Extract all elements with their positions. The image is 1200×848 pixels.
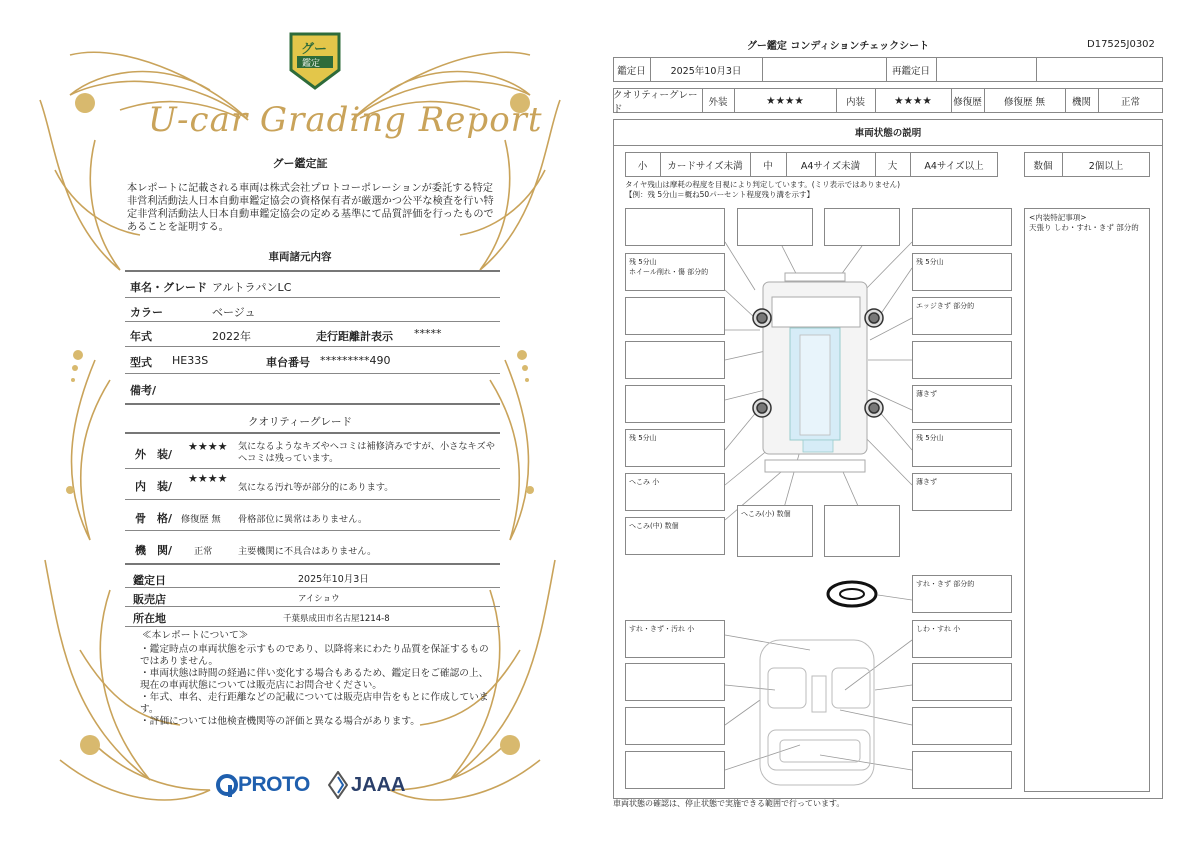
dealer-value: アイショウ — [298, 594, 340, 604]
damage-box — [912, 208, 1012, 246]
proto-logo-icon — [216, 773, 238, 797]
engine-label: 機関 — [1071, 96, 1091, 108]
frame-value: 修復歴 無 — [181, 514, 221, 525]
proto-logo-text: PROTO — [238, 773, 310, 796]
divider — [125, 530, 500, 531]
size-small-value: カードサイズ未満 — [667, 160, 743, 172]
condition-heading: 車両状態の説明 — [854, 128, 922, 139]
damage-box — [912, 707, 1012, 745]
mileage-label: 走行距離計表示 — [316, 330, 393, 343]
damage-box — [625, 385, 725, 423]
engine-label: 機 関/ — [135, 544, 173, 557]
sheet-title: グー鑑定 コンディションチェックシート — [746, 41, 930, 52]
reappraisal-label: 再鑑定日 — [891, 65, 930, 77]
certification-text: 本レポートに記載される車両は株式会社プロトコーポレーションが委託する特定非営利活動法人日本自動車鑑定協会の資格保有者が厳選かつ公平な検査を行い特定非営利活動法人日本自動車鑑定協会の定める基準にて品質評価を行ったものであることを証明する。 — [127, 183, 494, 233]
goo-appraisal-badge — [287, 30, 343, 92]
divider — [125, 499, 500, 500]
exterior-stars: ★★★★ — [766, 94, 804, 107]
exterior-label: 外装 — [708, 96, 728, 108]
proto-logo — [216, 772, 310, 798]
damage-box-front-left-tire: 残 5分山 ホイール削れ・傷 部分的 — [625, 253, 725, 291]
divider — [125, 321, 500, 322]
appraisal-date-label: 鑑定日 — [133, 574, 166, 587]
engine-value: 正常 — [1120, 96, 1140, 108]
interior-notes-text: 天張り しわ・すれ・きず 部分的 — [1029, 223, 1139, 232]
interior-stars: ★★★★ — [188, 472, 228, 485]
specs-heading: 車両諸元内容 — [268, 251, 332, 263]
divider — [125, 563, 500, 565]
count-label: 数個 — [1033, 160, 1053, 172]
interior-notes-heading: <内装特記事項> — [1029, 213, 1087, 222]
divider — [125, 626, 500, 627]
quality-label: クオリティーグレード — [613, 89, 698, 115]
damage-box-left-quarter: へこみ 小 — [625, 473, 725, 511]
about-heading: ≪本レポートについて≫ — [142, 630, 249, 641]
car-name-label: 車名・グレード — [130, 281, 207, 294]
damage-box-rear-left: へこみ(中) 数個 — [625, 517, 725, 555]
exterior-stars: ★★★★ — [188, 440, 228, 453]
remarks-label: 備考/ — [130, 384, 157, 397]
damage-box — [625, 341, 725, 379]
interior-stars: ★★★★ — [894, 94, 932, 107]
size-large-label: 大 — [887, 160, 898, 172]
year-label: 年式 — [130, 330, 152, 343]
damage-box — [625, 751, 725, 789]
divider — [125, 403, 500, 405]
steering-wheel-icon — [828, 582, 876, 606]
about-item: ・年式、車名、走行距離などの記載については販売店申告をもとに作成しています。 — [140, 692, 489, 715]
size-mid-value: A4サイズ未満 — [800, 160, 861, 172]
damage-box-rear: へこみ(小) 数個 — [737, 505, 813, 557]
size-small-label: 小 — [637, 160, 648, 172]
jaaa-logo-text: JAAA — [351, 773, 406, 796]
divider — [125, 346, 500, 347]
frame-label: 骨 格/ — [135, 512, 173, 525]
model-label: 型式 — [130, 356, 152, 369]
interior-label: 内 装/ — [135, 480, 173, 493]
badge-text-top: グー — [301, 42, 328, 57]
divider — [125, 432, 500, 434]
color-label: カラー — [130, 306, 163, 319]
jaaa-logo — [328, 770, 405, 800]
damage-box-front-right-tire: 残 5分山 — [912, 253, 1012, 291]
color-value: ベージュ — [212, 306, 256, 319]
interior-label: 内装 — [845, 96, 865, 108]
condition-check-sheet — [600, 0, 1200, 848]
year-value: 2022年 — [212, 330, 251, 343]
damage-box — [737, 208, 813, 246]
about-item: ・車両状態は時間の経過に伴い変化する場合もあるため、鑑定日をご確認の上、現在の車両状態については販売店にお問合せください。 — [140, 668, 489, 691]
exterior-label: 外 装/ — [135, 448, 173, 461]
location-label: 所在地 — [133, 612, 166, 625]
damage-box — [824, 208, 900, 246]
damage-box-right-quarter: 薄きず — [912, 473, 1012, 511]
badge-text-bottom: 鑑定 — [302, 59, 321, 69]
dealer-label: 販売店 — [133, 593, 166, 606]
engine-value: 正常 — [194, 546, 213, 557]
divider — [125, 468, 500, 469]
divider — [125, 587, 500, 588]
divider — [125, 270, 500, 272]
chassis-label: 車台番号 — [266, 356, 310, 369]
footer-note: 車両状態の確認は、停止状態で実施できる範囲で行っています。 — [613, 799, 845, 808]
repair-value: 修復歴 無 — [1003, 96, 1046, 108]
chassis-value: *********490 — [320, 354, 391, 367]
damage-box-right-fender: エッジきず 部分的 — [912, 297, 1012, 335]
damage-box — [824, 505, 900, 557]
divider — [125, 373, 500, 374]
damage-box — [912, 341, 1012, 379]
about-item: ・鑑定時点の車両状態を示すものであり、以降将来にわたり品質を保証するものではありません。 — [140, 644, 489, 667]
frame-text: 骨格部位に異常はありません。 — [238, 514, 368, 525]
quality-heading: クオリティーグレード — [248, 416, 352, 428]
damage-box — [625, 663, 725, 701]
damage-box-right-door: 薄きず — [912, 385, 1012, 423]
date-label: 鑑定日 — [617, 65, 646, 77]
damage-box-interior-right: しわ・すれ 小 — [912, 620, 1012, 658]
damage-box — [625, 707, 725, 745]
about-list — [140, 644, 495, 728]
tire-note-example: 【例：残 5分山＝概ね50パーセント程度残り溝を示す】 — [625, 190, 815, 199]
repair-label: 修復歴 — [953, 96, 982, 108]
sheet-id: D17525J0302 — [1087, 39, 1155, 50]
divider — [125, 297, 500, 298]
damage-box-rear-right-tire: 残 5分山 — [912, 429, 1012, 467]
divider — [125, 606, 500, 607]
exterior-text: 気になるようなキズやヘコミは補修済みですが、小さなキズやヘコミは残っています。 — [238, 441, 495, 464]
damage-box — [912, 751, 1012, 789]
location-value: 千葉県成田市名古屋1214-8 — [283, 614, 390, 624]
appraisal-date-value: 2025年10月3日 — [298, 574, 369, 585]
size-large-value: A4サイズ以上 — [924, 160, 984, 172]
damage-box-rear-left-tire: 残 5分山 — [625, 429, 725, 467]
jaaa-logo-icon — [328, 771, 348, 799]
script-title: U-car Grading Report — [148, 100, 543, 140]
certificate-heading: グー鑑定証 — [272, 157, 328, 170]
size-mid-label: 中 — [763, 160, 773, 172]
damage-box — [912, 663, 1012, 701]
tire-note: タイヤ残山は摩耗の程度を目視により判定しています。(ミリ表示ではありません) — [625, 180, 901, 189]
engine-text: 主要機関に不具合はありません。 — [238, 546, 377, 557]
date-value: 2025年10月3日 — [670, 65, 742, 77]
model-value: HE33S — [172, 354, 209, 367]
damage-box — [625, 208, 725, 246]
count-value: 2個以上 — [1088, 160, 1124, 172]
about-item: ・評価については他検査機関等の評価と異なる場合があります。 — [140, 716, 420, 727]
interior-text: 気になる汚れ等が部分的にあります。 — [238, 482, 394, 493]
damage-box — [625, 297, 725, 335]
car-name-value: アルトラパンLC — [212, 281, 292, 294]
damage-box-steering: すれ・きず 部分的 — [912, 575, 1012, 613]
damage-box-interior-left: すれ・きず・汚れ 小 — [625, 620, 725, 658]
mileage-value: ***** — [414, 327, 442, 340]
